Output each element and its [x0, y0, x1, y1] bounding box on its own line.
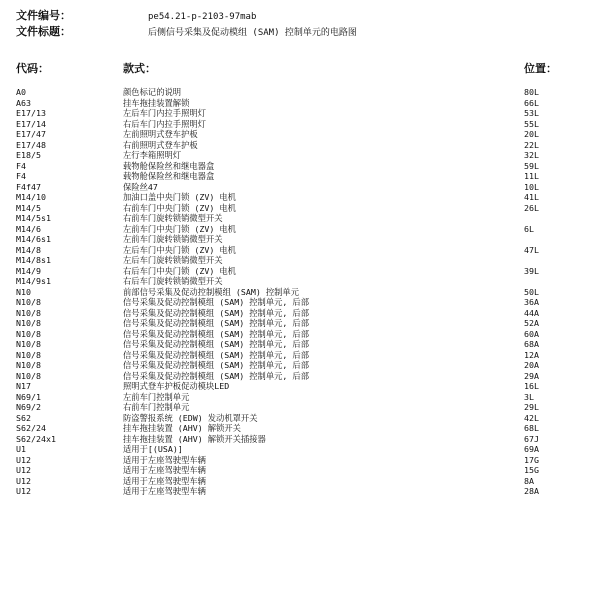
- row-code: U1: [16, 444, 26, 454]
- row-position: 50L: [524, 286, 539, 297]
- row-code: E17/47: [16, 129, 46, 139]
- row-model: 左后车门旋转锁销微型开关: [123, 255, 223, 265]
- row-position: 26L: [524, 202, 539, 213]
- row-code: E17/13: [16, 108, 46, 118]
- row-code: N10/8: [16, 339, 41, 349]
- table-row: [16, 129, 586, 140]
- row-position: 68A: [524, 339, 539, 349]
- doc-number-line: [16, 10, 256, 23]
- row-code: U12: [16, 486, 31, 496]
- table-row: [16, 381, 586, 392]
- row-code: S62: [16, 412, 31, 423]
- row-code: E18/5: [16, 150, 41, 160]
- row-model: 信号采集及促动控制模组 (SAM) 控制单元, 后部: [123, 360, 310, 370]
- table-row: [16, 182, 586, 193]
- row-model: 左前照明式登车护板: [123, 129, 198, 139]
- row-code: S62/24x1: [16, 433, 56, 444]
- row-position: 39L: [524, 265, 539, 276]
- row-code: F4f47: [16, 181, 41, 192]
- row-model: 颜色标记的说明: [123, 87, 182, 97]
- row-model: 右前车门中央门锁 (ZV) 电机: [123, 202, 236, 213]
- row-position: 53L: [524, 108, 539, 118]
- row-position: 68L: [524, 423, 539, 433]
- row-position: 11L: [524, 171, 539, 181]
- row-code: N17: [16, 381, 31, 391]
- row-model: 右后车门内拉手照明灯: [123, 118, 206, 129]
- row-model: 信号采集及促动控制模组 (SAM) 控制单元, 后部: [123, 349, 310, 360]
- row-code: M14/9s1: [16, 276, 51, 286]
- table-row: [16, 150, 586, 161]
- table-row: [16, 465, 586, 476]
- table-row: [16, 119, 586, 130]
- row-model: 保险丝47: [123, 181, 158, 192]
- doc-title-value: 后侧信号采集及促动模组 (SAM) 控制单元的电路图: [148, 28, 357, 38]
- row-position: 29L: [524, 402, 539, 412]
- row-code: M14/9: [16, 265, 41, 276]
- row-code: N10/8: [16, 328, 41, 339]
- row-model: 左前车门旋转锁销微型开关: [123, 234, 223, 244]
- row-code: N69/1: [16, 391, 41, 402]
- row-model: 右前车门控制单元: [123, 402, 190, 412]
- row-code: M14/10: [16, 192, 46, 202]
- table-row: [16, 98, 586, 109]
- row-position: 60A: [524, 328, 539, 339]
- row-position: 17G: [524, 454, 539, 465]
- row-code: N10/8: [16, 307, 41, 318]
- row-model: 左后车门中央门锁 (ZV) 电机: [123, 244, 236, 255]
- row-code: A63: [16, 97, 31, 108]
- row-code: E17/14: [16, 118, 46, 129]
- row-code: N10/8: [16, 349, 41, 360]
- row-position: 59L: [524, 160, 539, 171]
- row-model: 信号采集及促动控制模组 (SAM) 控制单元, 后部: [123, 307, 310, 318]
- row-model: 右后车门中央门锁 (ZV) 电机: [123, 265, 236, 276]
- row-model: 照明式登车护板促动模块LED: [123, 381, 230, 391]
- row-code: S62/24: [16, 423, 46, 433]
- row-position: 67J: [524, 433, 539, 444]
- table-row: [16, 423, 586, 434]
- row-position: 29A: [524, 370, 539, 381]
- table-row: [16, 171, 586, 182]
- table-row: [16, 161, 586, 172]
- row-code: M14/6s1: [16, 234, 51, 244]
- row-code: F4: [16, 171, 26, 181]
- column-header-position: 位置：: [524, 62, 557, 75]
- table-row: [16, 287, 586, 298]
- row-model: 右前车门旋转锁销微型开关: [123, 213, 223, 223]
- row-model: 适用于左座驾驶型车辆: [123, 486, 206, 496]
- row-code: M14/6: [16, 223, 41, 234]
- row-position: 3L: [524, 391, 534, 402]
- row-position: 41L: [524, 192, 539, 202]
- table-row: [16, 413, 586, 424]
- table-row: [16, 140, 586, 151]
- table-row: [16, 213, 586, 224]
- row-position: 36A: [524, 297, 539, 307]
- row-code: N69/2: [16, 402, 41, 412]
- row-position: 28A: [524, 486, 539, 496]
- row-code: U12: [16, 454, 31, 465]
- row-model: 挂车拖挂装置 (AHV) 解锁开关: [123, 423, 241, 433]
- component-list: [16, 87, 586, 497]
- row-model: 信号采集及促动控制模组 (SAM) 控制单元, 后部: [123, 328, 310, 339]
- row-model: 载物舱保险丝和继电器盒: [123, 160, 215, 171]
- row-model: 适用于左座驾驶型车辆: [123, 465, 206, 475]
- row-position: 12A: [524, 349, 539, 360]
- row-position: 15G: [524, 465, 539, 475]
- table-row: [16, 255, 586, 266]
- row-code: N10/8: [16, 318, 41, 328]
- table-row: [16, 297, 586, 308]
- table-row: [16, 308, 586, 319]
- row-code: U12: [16, 465, 31, 475]
- row-model: 左前车门中央门锁 (ZV) 电机: [123, 223, 236, 234]
- row-code: N10/8: [16, 297, 41, 307]
- row-code: N10: [16, 286, 31, 297]
- table-row: [16, 318, 586, 329]
- row-position: 8A: [524, 475, 534, 486]
- doc-title-label: 文件标题：: [16, 25, 71, 38]
- table-row: [16, 371, 586, 382]
- doc-title-line: [16, 26, 357, 39]
- row-model: 左前车门控制单元: [123, 391, 190, 402]
- row-model: 左行李箱照明灯: [123, 150, 182, 160]
- row-model: 适用于左座驾驶型车辆: [123, 475, 206, 486]
- row-model: 右后车门旋转锁销微型开关: [123, 276, 223, 286]
- table-row: [16, 203, 586, 214]
- row-model: 信号采集及促动控制模组 (SAM) 控制单元, 后部: [123, 370, 310, 381]
- table-row: [16, 486, 586, 497]
- row-position: 47L: [524, 244, 539, 255]
- row-position: 55L: [524, 118, 539, 129]
- row-code: F4: [16, 160, 26, 171]
- row-model: 前部信号采集及促动控制模组 (SAM) 控制单元: [123, 286, 300, 297]
- row-code: N10/8: [16, 370, 41, 381]
- row-code: A0: [16, 87, 26, 97]
- row-position: 20A: [524, 360, 539, 370]
- table-row: [16, 402, 586, 413]
- row-model: 适用于[(USA)]: [123, 444, 183, 454]
- row-model: 信号采集及促动控制模组 (SAM) 控制单元, 后部: [123, 339, 310, 349]
- table-row: [16, 329, 586, 340]
- row-model: 防盗警报系统 (EDW) 发动机罩开关: [123, 412, 258, 423]
- row-position: 69A: [524, 444, 539, 454]
- row-model: 右前照明式登车护板: [123, 139, 198, 150]
- row-position: 16L: [524, 381, 539, 391]
- table-row: [16, 360, 586, 371]
- row-model: 信号采集及促动控制模组 (SAM) 控制单元, 后部: [123, 318, 310, 328]
- row-position: 66L: [524, 97, 539, 108]
- table-row: [16, 245, 586, 256]
- table-row: [16, 266, 586, 277]
- row-model: 信号采集及促动控制模组 (SAM) 控制单元, 后部: [123, 297, 310, 307]
- row-model: 适用于左座驾驶型车辆: [123, 454, 206, 465]
- row-position: 10L: [524, 181, 539, 192]
- table-row: [16, 339, 586, 350]
- column-header-model: 款式：: [123, 62, 156, 75]
- row-position: 52A: [524, 318, 539, 328]
- row-model: 挂车拖挂装置解锁: [123, 97, 190, 108]
- row-code: M14/8s1: [16, 255, 51, 265]
- table-row: [16, 108, 586, 119]
- table-row: [16, 434, 586, 445]
- table-row: [16, 476, 586, 487]
- row-code: E17/48: [16, 139, 46, 150]
- row-code: U12: [16, 475, 31, 486]
- row-code: M14/5s1: [16, 213, 51, 223]
- table-row: [16, 234, 586, 245]
- row-position: 6L: [524, 223, 534, 234]
- table-row: [16, 87, 586, 98]
- table-row: [16, 224, 586, 235]
- table-row: [16, 192, 586, 203]
- row-model: 载物舱保险丝和继电器盒: [123, 171, 215, 181]
- table-row: [16, 455, 586, 466]
- doc-number-label: 文件编号：: [16, 9, 71, 22]
- table-row: [16, 276, 586, 287]
- table-row: [16, 444, 586, 455]
- row-position: 32L: [524, 150, 539, 160]
- row-position: 22L: [524, 139, 539, 150]
- row-model: 挂车拖挂装置 (AHV) 解锁开关插接器: [123, 433, 266, 444]
- row-code: M14/8: [16, 244, 41, 255]
- doc-number-value: pe54.21-p-2103-97mab: [148, 12, 257, 22]
- column-header-code: 代码：: [16, 62, 49, 75]
- table-row: [16, 392, 586, 403]
- row-position: 44A: [524, 307, 539, 318]
- row-model: 左后车门内拉手照明灯: [123, 108, 206, 118]
- row-position: 20L: [524, 129, 539, 139]
- row-code: M14/5: [16, 202, 41, 213]
- row-code: N10/8: [16, 360, 41, 370]
- table-row: [16, 350, 586, 361]
- row-model: 加油口盖中央门锁 (ZV) 电机: [123, 192, 236, 202]
- row-position: 80L: [524, 87, 539, 97]
- row-position: 42L: [524, 412, 539, 423]
